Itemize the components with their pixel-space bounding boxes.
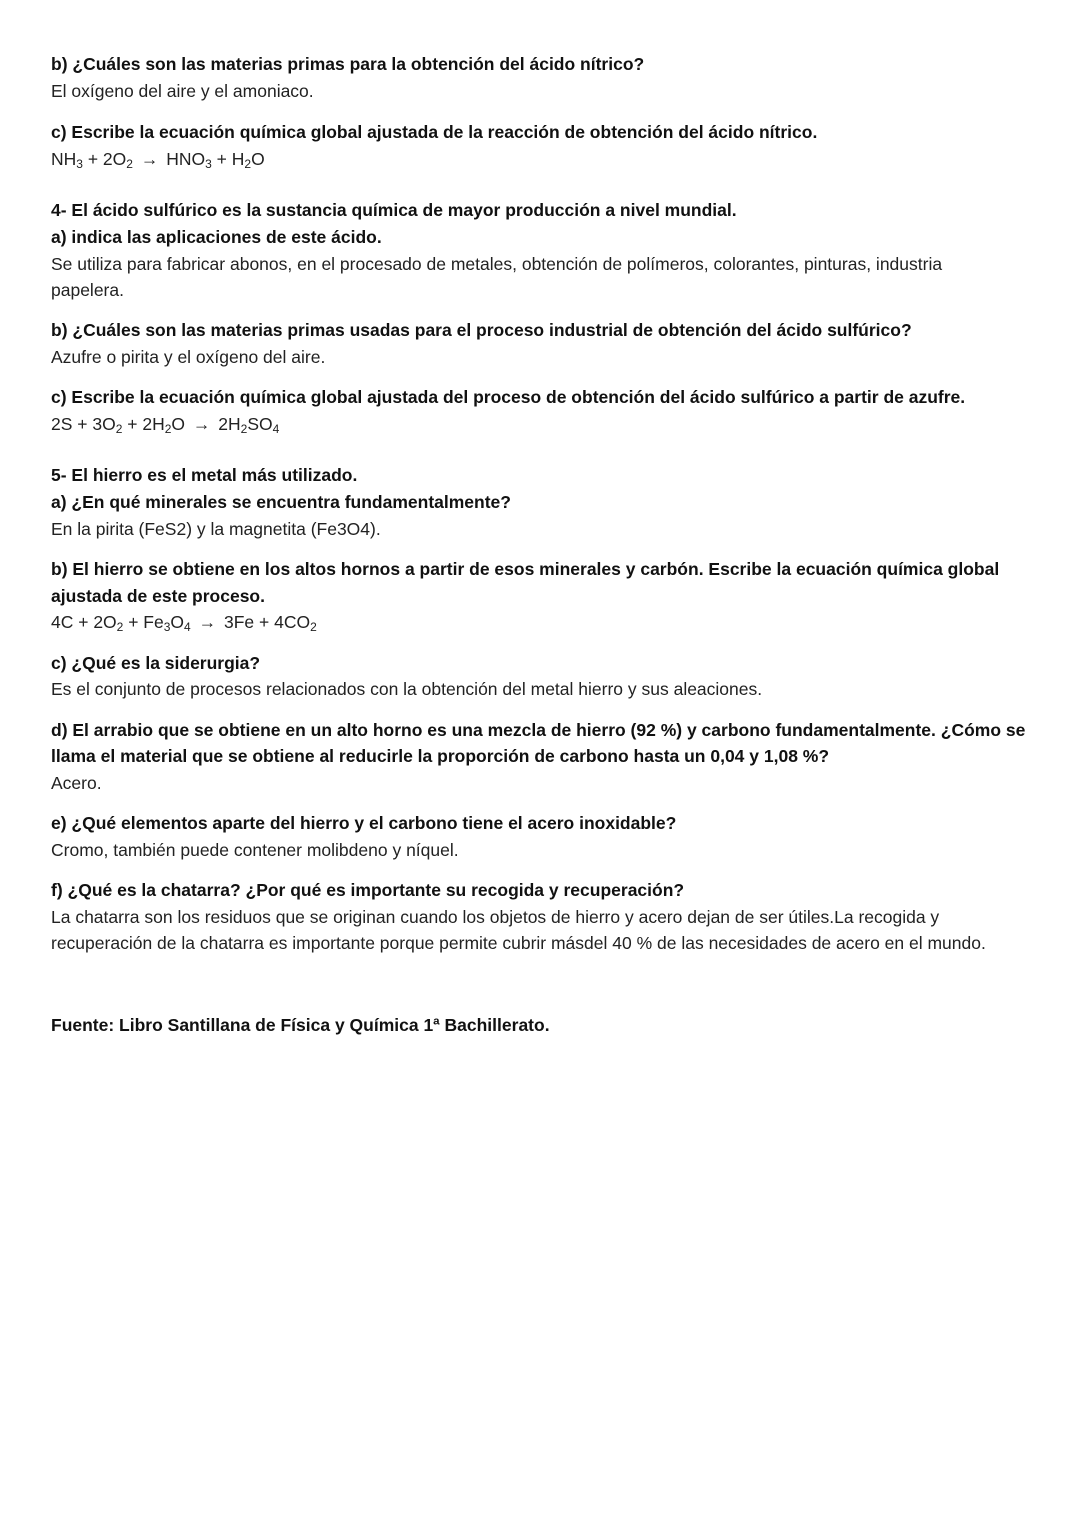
reaction-arrow-icon: → xyxy=(140,149,159,169)
q5-d-question-line2: llama el material que se obtiene al reducirle la proporción de carbono hasta un 0,04 y 1,08 %? xyxy=(51,746,830,766)
q5-e-answer: Cromo, también puede contener molibdeno y níquel. xyxy=(51,840,459,860)
q4-a-answer-line1: Se utiliza para fabricar abonos, en el procesado de metales, obtención de polímeros, colorantes, pinturas, industria xyxy=(51,254,943,274)
q4-c-equation: $2S + 3O_2 + 2H_2O \to 2H_2SO_4$ xyxy=(51,414,280,436)
q5-a-answer: En la pirita (FeS2) y la magnetita (Fe3O4). xyxy=(51,519,381,539)
reaction-arrow-icon: → xyxy=(198,612,217,632)
q4-c-question: c) Escribe la ecuación química global ajustada del proceso de obtención del ácido sulfúrico a partir de azufre. xyxy=(51,387,966,407)
q5-b-question-line1: b) El hierro se obtiene en los altos hornos a partir de esos minerales y carbón. Escribe la ecuación química global xyxy=(51,559,1000,579)
q3-b-answer: El oxígeno del aire y el amoniaco. xyxy=(51,81,314,101)
q5-c-question: c) ¿Qué es la siderurgia? xyxy=(51,653,261,673)
q5-c-answer: Es el conjunto de procesos relacionados con la obtención del metal hierro y sus aleaciones. xyxy=(51,679,763,699)
q4-b-answer: Azufre o pirita y el oxígeno del aire. xyxy=(51,347,326,367)
q5-f-answer-line1: La chatarra son los residuos que se originan cuando los objetos de hierro y acero dejan de ser útiles.La recogida y xyxy=(51,907,940,927)
q5-b-question-line2: ajustada de este proceso. xyxy=(51,586,265,606)
q3-b-question: b) ¿Cuáles son las materias primas para la obtención del ácido nítrico? xyxy=(51,54,645,74)
q5-d-question-line1: d) El arrabio que se obtiene en un alto horno es una mezcla de hierro (92 %) y carbono fundamentalmente. ¿Cómo se xyxy=(51,720,1026,740)
q5-a-question: a) ¿En qué minerales se encuentra fundamentalmente? xyxy=(51,492,511,512)
q4-title: 4- El ácido sulfúrico es la sustancia química de mayor producción a nivel mundial. xyxy=(51,200,737,220)
q3-c-question: c) Escribe la ecuación química global ajustada de la reacción de obtención del ácido nítrico. xyxy=(51,122,818,142)
q4-b-question: b) ¿Cuáles son las materias primas usadas para el proceso industrial de obtención del ácido sulfúrico? xyxy=(51,320,912,340)
q5-e-question: e) ¿Qué elementos aparte del hierro y el carbono tiene el acero inoxidable? xyxy=(51,813,677,833)
q4-a-question: a) indica las aplicaciones de este ácido. xyxy=(51,227,382,247)
source-citation: Fuente: Libro Santillana de Física y Química 1ª Bachillerato. xyxy=(51,1015,550,1035)
reaction-arrow-icon: → xyxy=(192,414,211,434)
q5-title: 5- El hierro es el metal más utilizado. xyxy=(51,465,358,485)
q5-b-equation: $4C + 2O_2 + Fe_3O_4 \to 3Fe + 4CO_2$ xyxy=(51,612,317,634)
q5-f-answer-line2: recuperación de la chatarra es importante porque permite cubrir másdel 40 % de las necesidades de acero en el mundo. xyxy=(51,933,986,953)
q5-d-answer: Acero. xyxy=(51,773,102,793)
q3-c-equation: $NH_3 + 2O_2 \to HNO_3 + H_2O$ xyxy=(51,149,265,171)
q4-a-answer-line2: papelera. xyxy=(51,280,124,300)
q5-f-question: f) ¿Qué es la chatarra? ¿Por qué es importante su recogida y recuperación? xyxy=(51,880,685,900)
